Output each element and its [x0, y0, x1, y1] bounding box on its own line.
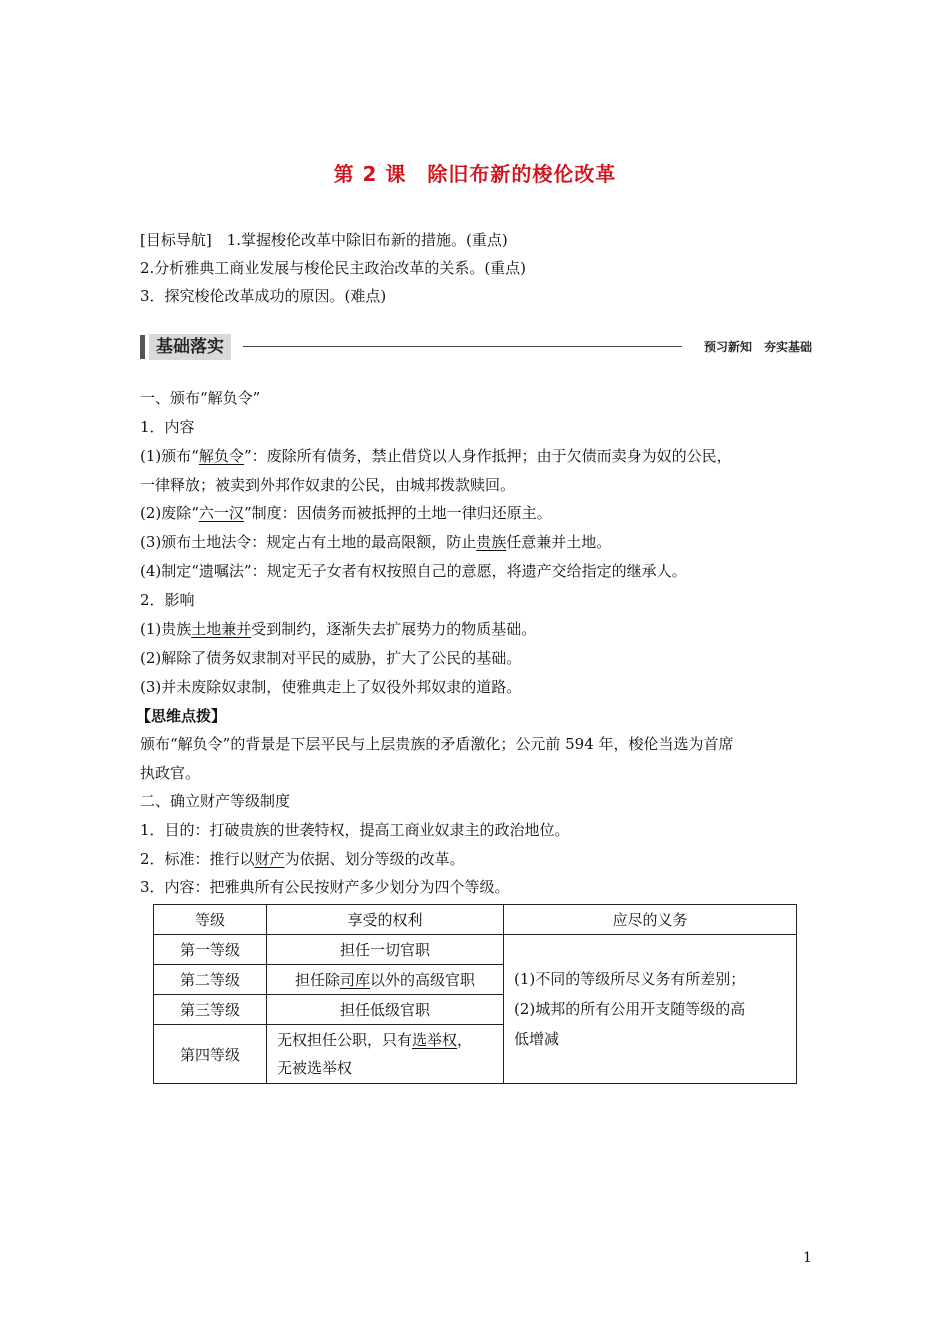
objective-3: 3．探究梭伦改革成功的原因。(难点) [140, 287, 387, 305]
underlined-term: 土地兼并 [191, 620, 252, 638]
section-banner [140, 333, 812, 361]
text: 2．标准：推行以 [140, 850, 255, 868]
underlined-term: 六一汉 [198, 504, 244, 522]
text: (1)颁布“ [140, 447, 199, 465]
duties-cell [504, 935, 797, 1084]
impact-item-3: (3)并未废除奴隶制，使雅典走上了奴役外邦奴隶的道路。 [140, 678, 522, 696]
impact-heading: 2．影响 [140, 591, 195, 609]
header-grade: 等级 [154, 905, 267, 935]
text: (3)颁布土地法令：规定占有土地的最高限额，防止 [140, 533, 477, 551]
content-heading: 1．内容 [140, 418, 195, 436]
banner-label: 基础落实 [149, 334, 231, 360]
page-number: 1 [803, 1250, 812, 1266]
text: 受到制约，逐渐失去扩展势力的物质基础。 [251, 620, 537, 638]
impact-item-2: (2)解除了债务奴隶制对平民的威胁，扩大了公民的基础。 [140, 649, 522, 667]
rights-cell [267, 1025, 504, 1084]
section1-heading: 一、颁布“解负令” [140, 389, 261, 407]
header-duties: 应尽的义务 [504, 905, 797, 935]
grade-cell: 第一等级 [154, 935, 267, 965]
text: 无权担任公职，只有 [277, 1031, 413, 1049]
section2-standard [140, 849, 465, 869]
text: ”制度：因债务而被抵押的土地一律归还原主。 [243, 504, 552, 522]
banner-subtitle: 预习新知 夯实基础 [703, 340, 812, 354]
underlined-term: 贵族 [476, 533, 507, 551]
table-row [154, 935, 797, 965]
rights-line: 无被选举权 [277, 1059, 353, 1077]
property-grades-table [153, 904, 797, 1084]
duty-line: (1)不同的等级所尽义务有所差别； [514, 970, 746, 988]
text: 任意兼并土地。 [506, 533, 612, 551]
grade-cell: 第四等级 [154, 1025, 267, 1084]
banner-bar [140, 335, 145, 359]
content-item-3 [140, 532, 611, 552]
text: 担任除 [294, 971, 340, 989]
content-item-1 [140, 446, 732, 466]
text: 为依据、划分等级的改革。 [284, 850, 465, 868]
content-item-2 [140, 503, 552, 523]
header-rights: 享受的权利 [267, 905, 504, 935]
underlined-term: 选举权 [412, 1031, 458, 1049]
rights-cell: 担任一切官职 [267, 935, 504, 965]
content-item-1-cont: 一律释放；被卖到外邦作奴隶的公民，由城邦拨款赎回。 [140, 476, 516, 494]
rights-line [277, 1026, 493, 1054]
content-item-4: (4)制定“遗嘱法”：规定无子女者有权按照自己的意愿，将遗产交给指定的继承人。 [140, 562, 687, 580]
text: (1)贵族 [140, 620, 192, 638]
text: (2)废除“ [140, 504, 199, 522]
text: 以外的高级官职 [370, 971, 476, 989]
tip-line-1: 颁布“解负令”的背景是下层平民与上层贵族的矛盾激化；公元前 594 年，梭伦当选为首席 [140, 735, 734, 753]
underlined-term: 司库 [339, 971, 370, 989]
grade-cell: 第二等级 [154, 965, 267, 995]
lesson-title: 第 2 课 除旧布新的梭伦改革 [333, 162, 617, 186]
objective-2: 2.分析雅典工商业发展与梭伦民主政治改革的关系。(重点) [140, 259, 527, 277]
underlined-term: 财产 [254, 850, 285, 868]
section2-content: 3．内容：把雅典所有公民按财产多少划分为四个等级。 [140, 878, 510, 896]
text: ， [457, 1031, 473, 1049]
text: ”：废除所有债务，禁止借贷以人身作抵押；由于欠债而卖身为奴的公民， [243, 447, 732, 465]
tip-heading: 【思维点拨】 [136, 707, 227, 725]
section2-heading: 二、确立财产等级制度 [140, 792, 291, 810]
impact-item-1 [140, 619, 536, 639]
duty-line: (2)城邦的所有公用开支随等级的高 [514, 1000, 746, 1018]
underlined-term: 解负令 [198, 447, 244, 465]
objective-1: [目标导航] 1.掌握梭伦改革中除旧布新的措施。(重点) [140, 231, 508, 249]
table-header-row [154, 905, 797, 935]
grade-cell: 第三等级 [154, 995, 267, 1025]
section2-goal: 1．目的：打破贵族的世袭特权，提高工商业奴隶主的政治地位。 [140, 821, 570, 839]
duty-line: 低增减 [514, 1030, 560, 1048]
tip-line-2: 执政官。 [140, 764, 201, 782]
banner-rule [243, 346, 682, 347]
rights-cell [267, 965, 504, 995]
rights-cell: 担任低级官职 [267, 995, 504, 1025]
